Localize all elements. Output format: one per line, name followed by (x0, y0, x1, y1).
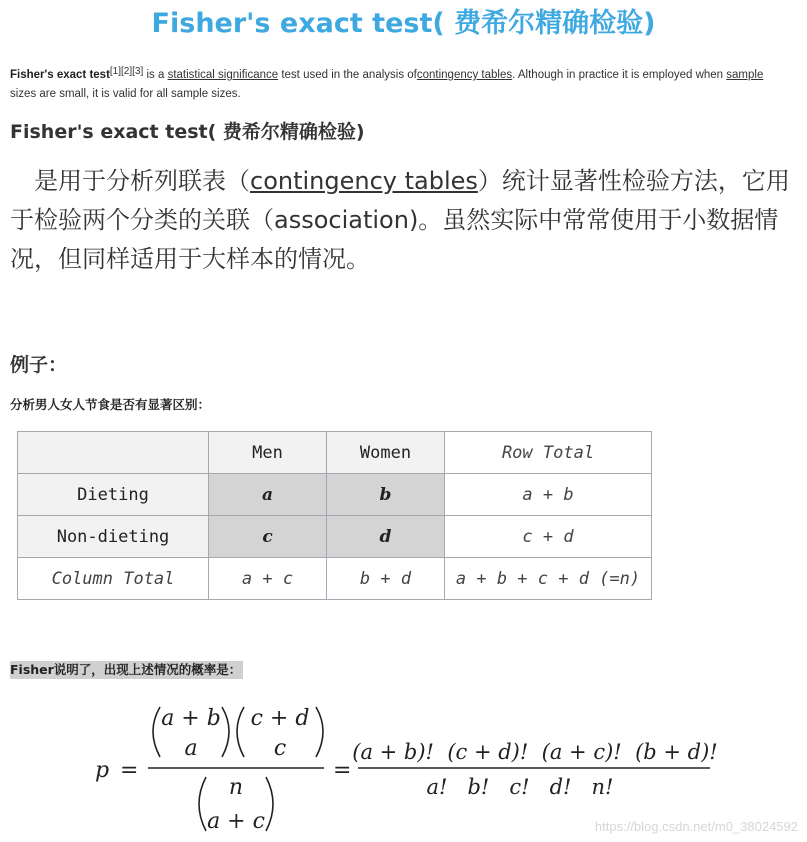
probability-note: Fisher说明了，出现上述情况的概率是： (10, 662, 242, 677)
row-label-non-dieting: Non-dieting (18, 516, 209, 558)
paren-left-1 (153, 707, 160, 757)
paren-right-1 (222, 707, 229, 757)
binom1-bottom: a (184, 736, 198, 761)
sample-link[interactable]: sample (726, 69, 764, 81)
cell-row-total-1: a + b (445, 474, 652, 516)
contingency-tables-link[interactable]: contingency tables (416, 69, 513, 81)
table-row (18, 474, 652, 516)
intro-text-1: is a (143, 69, 168, 81)
cell-d: d (327, 516, 445, 558)
cell-col-total-1: a + c (209, 558, 327, 600)
cell-c: c (209, 516, 327, 558)
cell-row-total-2: c + d (445, 516, 652, 558)
contingency-table (17, 431, 652, 600)
binom2-bottom: c (273, 736, 287, 761)
example-heading: 例子： (10, 354, 68, 376)
binom1-top: a + b (161, 706, 221, 731)
intro-text-4: sizes are small, it is valid for all sample sizes. (10, 88, 241, 100)
paren-right-2 (316, 707, 323, 757)
paren-left-2 (237, 707, 244, 757)
binom3-top: n (228, 775, 244, 800)
header-men: Men (209, 432, 327, 474)
statistical-significance-link[interactable]: statistical significance (167, 69, 279, 81)
example-subtitle: 分析男人女人节食是否有显著区别： (10, 397, 211, 412)
intro-term: Fisher's exact test (10, 69, 110, 81)
table-row (18, 558, 652, 600)
page-title: Fisher's exact test( 费希尔精确检验) (151, 8, 656, 39)
table-row (18, 516, 652, 558)
cell-grand-total: a + b + c + d (=n) (445, 558, 652, 600)
cell-a: a (209, 474, 327, 516)
binom3-bottom: a + c (207, 809, 265, 834)
paren-left-3 (199, 777, 206, 831)
description-text-1: 是用于分析列联表（ (34, 167, 250, 195)
description-paragraph (10, 162, 800, 279)
header-women: Women (327, 432, 445, 474)
reference-links[interactable]: [1][2][3] (109, 66, 144, 77)
cell-col-total-2: b + d (327, 558, 445, 600)
intro-text-2: test used in the analysis of (278, 69, 417, 81)
watermark: https://blog.csdn.net/m0_38024592 (594, 819, 798, 834)
table-corner-cell (18, 432, 209, 474)
table-header-row (18, 432, 652, 474)
section-heading: Fisher's exact test( 费希尔精确检验) (10, 121, 365, 143)
rhs-numerator: (a + b)! (c + d)! (a + c)! (b + d)! (352, 740, 718, 764)
intro-text-3: . Although in practice it is employed when (512, 69, 727, 81)
paren-right-3 (266, 777, 273, 831)
formula-equals-1: = (120, 758, 139, 783)
row-label-dieting: Dieting (18, 474, 209, 516)
rhs-denominator: a! b! c! d! n! (426, 775, 614, 799)
contingency-tables-link-cn[interactable]: contingency tables (250, 167, 478, 195)
header-row-total: Row Total (445, 432, 652, 474)
intro-paragraph (10, 66, 790, 104)
cell-b: b (327, 474, 445, 516)
description-text-2: ）统计显著性检验方法，它用于检验两个分类的关联（association)。虽然实际中常常使用于小数据情况，但同样适用于大样本的情况。 (10, 167, 790, 273)
formula-p: p (95, 758, 110, 783)
row-label-column-total: Column Total (18, 558, 209, 600)
formula-equals-2: = (333, 758, 352, 783)
binom2-top: c + d (250, 706, 310, 731)
